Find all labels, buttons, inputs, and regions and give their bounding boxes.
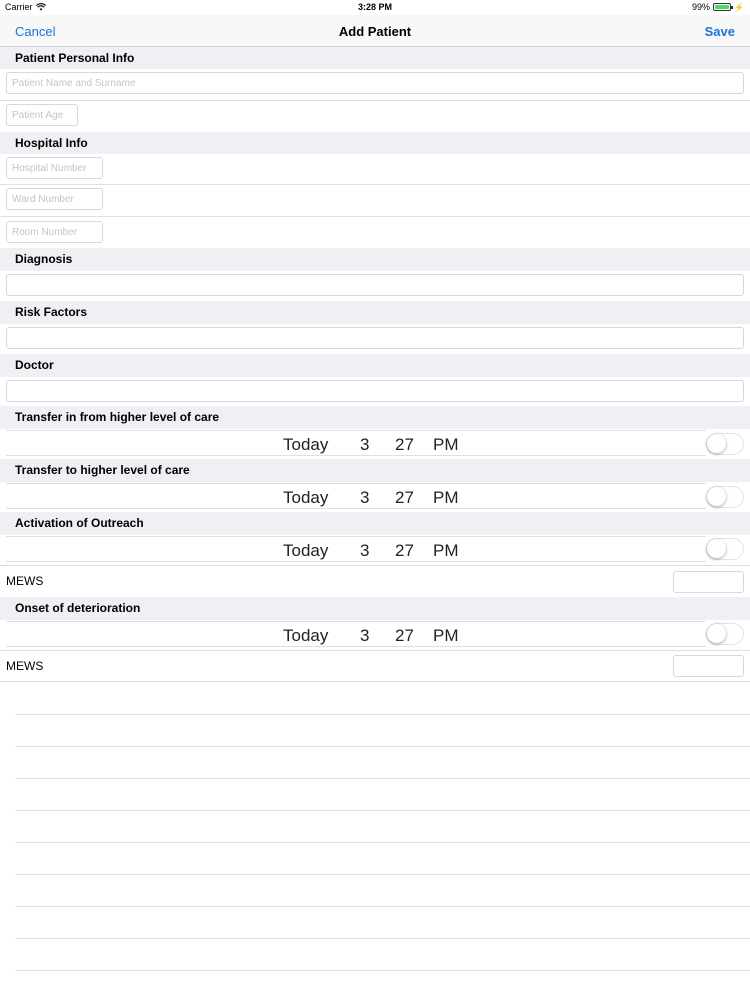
empty-row-separator	[15, 810, 750, 811]
section-header-hospital: Hospital Info	[0, 132, 750, 154]
transfer-in-row	[0, 429, 750, 459]
picker-hour: 3	[360, 435, 370, 454]
section-header-transfer-in: Transfer in from higher level of care	[0, 406, 750, 429]
picker-ampm: PM	[433, 435, 459, 454]
room-number-row	[0, 217, 750, 248]
section-header-diagnosis: Diagnosis	[0, 248, 750, 271]
empty-row-separator	[15, 938, 750, 939]
section-header-onset: Onset of deterioration	[0, 597, 750, 620]
page-title: Add Patient	[338, 24, 412, 39]
picker-ampm: PM	[433, 626, 459, 645]
status-time: 3:28 PM	[357, 2, 392, 12]
cancel-button[interactable]: Cancel	[15, 24, 56, 39]
transfer-to-toggle[interactable]	[706, 486, 744, 508]
transfer-in-toggle[interactable]	[706, 433, 744, 455]
empty-row-separator	[15, 778, 750, 779]
picker-hour: 3	[360, 488, 370, 507]
section-header-personal: Patient Personal Info	[0, 47, 750, 69]
battery-icon	[713, 3, 731, 11]
name-row	[0, 69, 750, 101]
transfer-in-date-picker[interactable]	[6, 430, 706, 456]
age-row	[0, 101, 750, 132]
battery-percent: 99%	[692, 2, 711, 12]
onset-row	[0, 620, 750, 651]
section-header-doctor: Doctor	[0, 354, 750, 377]
section-header-outreach: Activation of Outreach	[0, 512, 750, 535]
empty-row-separator	[15, 746, 750, 747]
picker-minute: 27	[395, 435, 414, 454]
room-number-input[interactable]	[6, 221, 103, 243]
nav-bar	[0, 15, 750, 47]
onset-mews-row	[0, 651, 750, 682]
picker-ampm: PM	[433, 541, 459, 560]
hospital-number-input[interactable]	[6, 157, 103, 179]
patient-name-input[interactable]	[6, 72, 744, 94]
section-header-risk: Risk Factors	[0, 301, 750, 324]
empty-row-separator	[15, 970, 750, 971]
risk-factors-input[interactable]	[6, 327, 744, 349]
picker-day: Today	[283, 541, 329, 560]
mews-label: MEWS	[6, 574, 44, 588]
charging-icon: ⚡	[734, 2, 744, 12]
empty-row-separator	[15, 842, 750, 843]
save-button[interactable]: Save	[704, 24, 735, 39]
picker-hour: 3	[360, 626, 370, 645]
empty-row-separator	[15, 714, 750, 715]
risk-factors-row	[0, 324, 750, 354]
status-bar	[0, 0, 750, 15]
mews-label: MEWS	[6, 659, 44, 673]
outreach-mews-input[interactable]	[673, 571, 744, 593]
diagnosis-row	[0, 271, 750, 301]
doctor-input[interactable]	[6, 380, 744, 402]
transfer-to-date-picker[interactable]	[6, 483, 706, 509]
diagnosis-input[interactable]	[6, 274, 744, 296]
onset-toggle[interactable]	[706, 623, 744, 645]
ward-number-input[interactable]	[6, 188, 103, 210]
patient-age-input[interactable]	[6, 104, 78, 126]
picker-minute: 27	[395, 541, 414, 560]
hospital-number-row	[0, 154, 750, 185]
onset-date-picker[interactable]	[6, 621, 706, 647]
outreach-mews-row	[0, 566, 750, 597]
empty-row-separator	[15, 906, 750, 907]
onset-mews-input[interactable]	[673, 655, 744, 677]
picker-day: Today	[283, 435, 329, 454]
outreach-toggle[interactable]	[706, 538, 744, 560]
outreach-date-picker[interactable]	[6, 536, 706, 562]
outreach-row	[0, 535, 750, 566]
picker-day: Today	[283, 626, 329, 645]
picker-minute: 27	[395, 488, 414, 507]
picker-ampm: PM	[433, 488, 459, 507]
picker-day: Today	[283, 488, 329, 507]
battery-info	[692, 2, 744, 12]
picker-hour: 3	[360, 541, 370, 560]
transfer-to-row	[0, 482, 750, 512]
carrier-label: Carrier	[5, 2, 33, 12]
ward-number-row	[0, 185, 750, 217]
picker-minute: 27	[395, 626, 414, 645]
doctor-row	[0, 377, 750, 406]
section-header-transfer-to: Transfer to higher level of care	[0, 459, 750, 482]
empty-row-separator	[15, 874, 750, 875]
